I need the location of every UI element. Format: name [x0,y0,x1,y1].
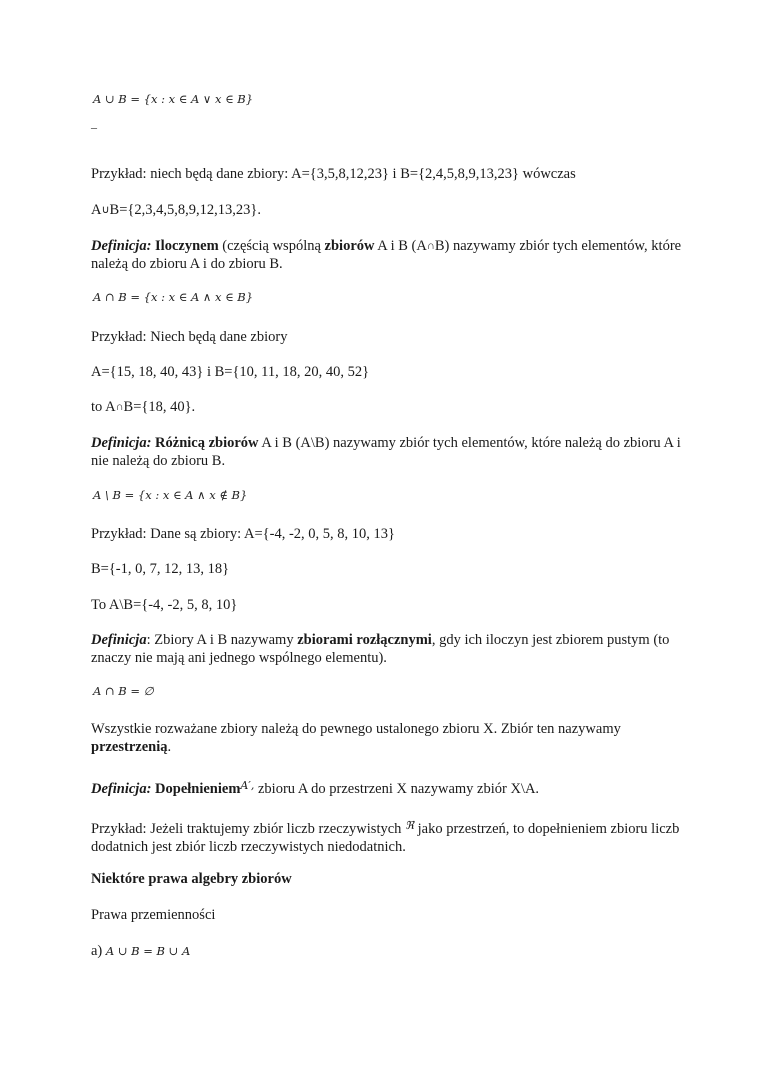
formula-commutative-union: A ∪ B = B ∪ A [105,944,191,958]
example-complement [91,817,691,856]
example-text-part: jako przestrzeń, to dopełnieniem zbioru liczb dodatnich jest zbiór liczb rzeczywistych niedodatnich. [91,821,680,855]
definition-label: Definicja: [91,781,152,797]
reals-symbol: ℜ [405,819,415,832]
section-heading-text: Niektóre prawa algebry zbiorów [91,871,292,887]
definition-difference [91,434,691,470]
definition-disjoint [91,631,691,667]
definition-complement [91,777,691,798]
union-symbol: ∪ [101,204,110,216]
term-difference: Różnicą zbiorów [155,435,259,451]
law-a-label: a) [91,943,103,959]
example-difference-intro: Przykład: Dane są zbiory: A={-4, -2, 0, 5, 8, 10, 13} [91,526,395,542]
example-difference-set-b: B={-1, 0, 7, 12, 13, 18} [91,561,230,577]
definition-text-part: A i B (A [374,238,427,254]
definition-text-part: zbioru A do przestrzeni X nazywamy zbiór X\A. [254,781,540,797]
example-label: Przykład: [91,166,147,182]
formula-empty-intersection: A ∩ B = ∅ [93,684,154,698]
universe-text-end: . [167,739,172,755]
definition-label: Definicja: [91,435,152,451]
intersection-symbol: ∩ [115,401,124,413]
example-text-part: Przykład: Jeżeli traktujemy zbiór liczb rzeczywistych [91,821,406,837]
formula-union-definition: A ∪ B = {x : x ∈ A ∨ x ∈ B} [93,92,254,106]
example-union-text: niech będą dane zbiory: A={3,5,8,12,23} i B={2,4,5,8,9,13,23} wówczas [146,166,576,182]
term-space: przestrzenią [91,739,168,755]
complement-symbol: A′, [240,779,255,792]
result-set-values: B={2,3,4,5,8,9,12,13,23}. [109,202,261,218]
definition-intersection [91,237,691,273]
formula-difference-definition: A \ B = {x : x ∈ A ∧ x ∉ B} [93,488,248,502]
definition-label: Definicja: [91,238,152,254]
result-text-part: to A [91,399,116,415]
example-union-result [91,201,691,219]
result-set-a: A [91,202,102,218]
definition-text-part: : Zbiory A i B nazywamy [146,632,298,648]
universe-text: Wszystkie rozważane zbiory należą do pewnego ustalonego zbioru X. Zbiór ten nazywamy [91,721,621,737]
intersection-symbol: ∩ [426,240,435,252]
dash-mark: – [91,120,97,134]
term-complement: Dopełnieniem [155,781,241,797]
example-intersection-intro: Przykład: Niech będą dane zbiory [91,329,288,345]
definition-text-part: B) nazywamy zbiór tych elementów, które należą do zbioru A i do zbioru B. [91,238,682,272]
term-intersection: Iloczynem [155,238,219,254]
term-sets: zbiorów [324,238,375,254]
subheading-commutative-laws: Prawa przemienności [91,907,216,923]
universe-paragraph [91,720,691,756]
definition-text-part: (częścią wspólną [218,238,325,254]
example-union-paragraph [91,165,691,183]
definition-label: Definicja [91,632,147,648]
example-intersection-sets: A={15, 18, 40, 43} i B={10, 11, 18, 20, 40, 52} [91,364,370,380]
definition-text-part: , gdy ich iloczyn jest zbiorem pustym (to znaczy nie mają ani jednego wspólnego elementu). [91,632,670,666]
definition-text-part: A i B (A\B) nazywamy zbiór tych elementów, które należą do zbioru A i nie należą do zbioru B. [91,435,681,469]
section-heading-set-laws [91,870,691,888]
example-intersection-result [91,398,691,416]
term-disjoint-sets: zbiorami rozłącznymi [297,632,432,648]
example-difference-result: To A\B={-4, -2, 5, 8, 10} [91,597,238,613]
law-a-row [91,942,691,960]
result-text-part: B={18, 40}. [123,399,196,415]
formula-intersection-definition: A ∩ B = {x : x ∈ A ∧ x ∈ B} [93,290,254,304]
